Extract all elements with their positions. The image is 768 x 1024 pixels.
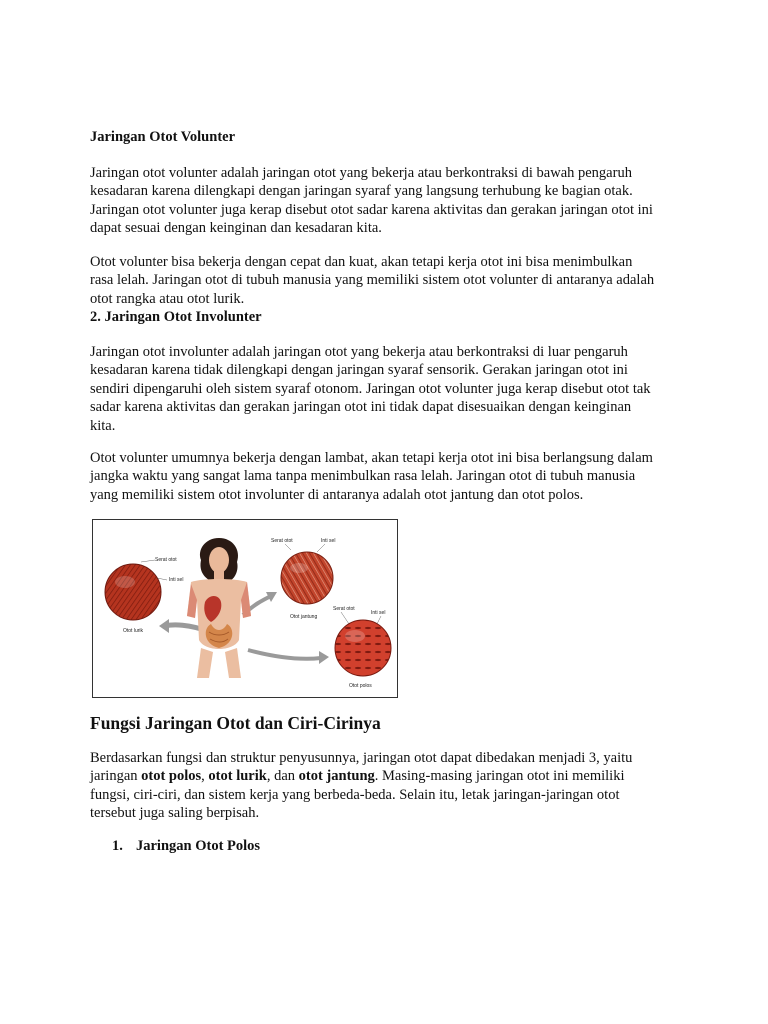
list-item-jaringan-otot-polos [112,838,260,855]
label-serat-otot-3: Serat otot [333,606,355,612]
paragraph-involunter-definition [90,343,690,435]
list-item-label: Jaringan Otot Polos [136,838,261,854]
arrow-to-polos [248,650,321,659]
text-run: , dan [266,768,299,785]
text-line: Berdasarkan fungsi dan struktur penyusunnya, jaringan otot dapat dibedakan menjadi 3, yaitu [90,750,633,766]
text-line: kesadaran karena dilengkapi dengan jaringan syaraf yang langsung terhubung ke bagian otak. [90,183,633,200]
label-inti-sel-2: Inti sel [321,538,336,544]
label-inti-sel-1: Inti sel [169,577,184,583]
text-line: sadar karena aktivitas dan gerakan jaringan otot ini tidak dapat disesuaikan dengan keinginan [90,399,632,416]
text-line [90,767,690,785]
text-line: Jaringan otot involunter adalah jaringan otot yang bekerja atau berkontraksi di luar pengaruh [90,344,628,360]
label-serat-otot-2: Serat otot [271,538,293,544]
label-otot-jantung: Otot jantung [290,614,318,620]
arrow-head-icon [159,619,169,633]
paragraph-involunter-properties [90,449,690,504]
text-line: jangka waktu yang sangat lama tanpa menimbulkan rasa lelah. Jaringan otot di tubuh manusia [90,468,636,485]
text-line: tersebut juga saling berpisah. [90,805,260,822]
text-line: kesadaran karena tidak dilengkapi dengan jaringan syaraf sensorik. Gerakan jaringan otot ini [90,362,628,379]
paragraph-volunter-definition [90,164,690,238]
text-line: sendiri dipengaruhi oleh sistem syaraf otonom. Jaringan otot volunter juga kerap disebut otot tak [90,380,651,397]
muscle-types-illustration [92,519,398,698]
text-line: dapat sesuai dengan keinginan dan kesadaran kita. [90,220,382,237]
text-line: otot rangka atau otot lurik. [90,290,245,307]
bold-otot-jantung: otot jantung [298,768,375,785]
arrow-head-icon [319,651,329,664]
text-run: . Masing-masing jaringan otot ini memiliki [374,768,625,785]
paragraph-volunter-properties [90,253,690,308]
otot-jantung-sphere [281,552,333,604]
human-figure [187,538,251,678]
heading-jaringan-otot-volunter: Jaringan Otot Volunter [90,129,236,145]
text-line: Jaringan otot volunter adalah jaringan otot yang bekerja atau berkontraksi di bawah pengaruh [90,165,632,181]
text-line: kita. [90,417,116,434]
muscle-diagram-svg [93,520,397,697]
label-inti-sel-3: Inti sel [371,610,386,616]
heading-fungsi-jaringan-otot: Fungsi Jaringan Otot dan Ciri-Cirinya [90,713,381,733]
text-run: jaringan [90,768,142,785]
heading-jaringan-otot-involunter: 2. Jaringan Otot Involunter [90,309,262,325]
paragraph-fungsi-intro [90,749,690,823]
label-serat-otot-1: Serat otot [155,557,177,563]
text-line: Otot volunter bisa bekerja dengan cepat dan kuat, akan tetapi kerja otot ini bisa menimbulkan [90,254,633,270]
bold-otot-lurik: otot lurik [208,768,267,785]
text-line: Jaringan otot volunter juga kerap disebut otot sadar karena aktivitas dan gerakan jaringan otot ini [90,201,653,218]
otot-polos-sphere [335,620,391,676]
label-otot-polos: Otot polos [349,683,372,689]
text-line: rasa lelah. Jaringan otot di tubuh manusia yang memiliki sistem otot volunter di antaranya adalah [90,272,655,289]
text-run: , [201,768,209,785]
text-line: yang memiliki sistem otot involunter di antaranya adalah otot jantung dan otot polos. [90,486,584,503]
text-line: fungsi, ciri-ciri, dan sistem kerja yang berbeda-beda. Selain itu, letak jaringan-jaringan otot [90,786,620,803]
otot-lurik-sphere [105,564,161,620]
label-otot-lurik: Otot lurik [123,628,144,634]
text-line: Otot volunter umumnya bekerja dengan lambat, akan tetapi kerja otot ini bisa berlangsung dalam [90,450,653,466]
bold-otot-polos: otot polos [141,768,202,785]
list-number: 1. [112,838,123,854]
